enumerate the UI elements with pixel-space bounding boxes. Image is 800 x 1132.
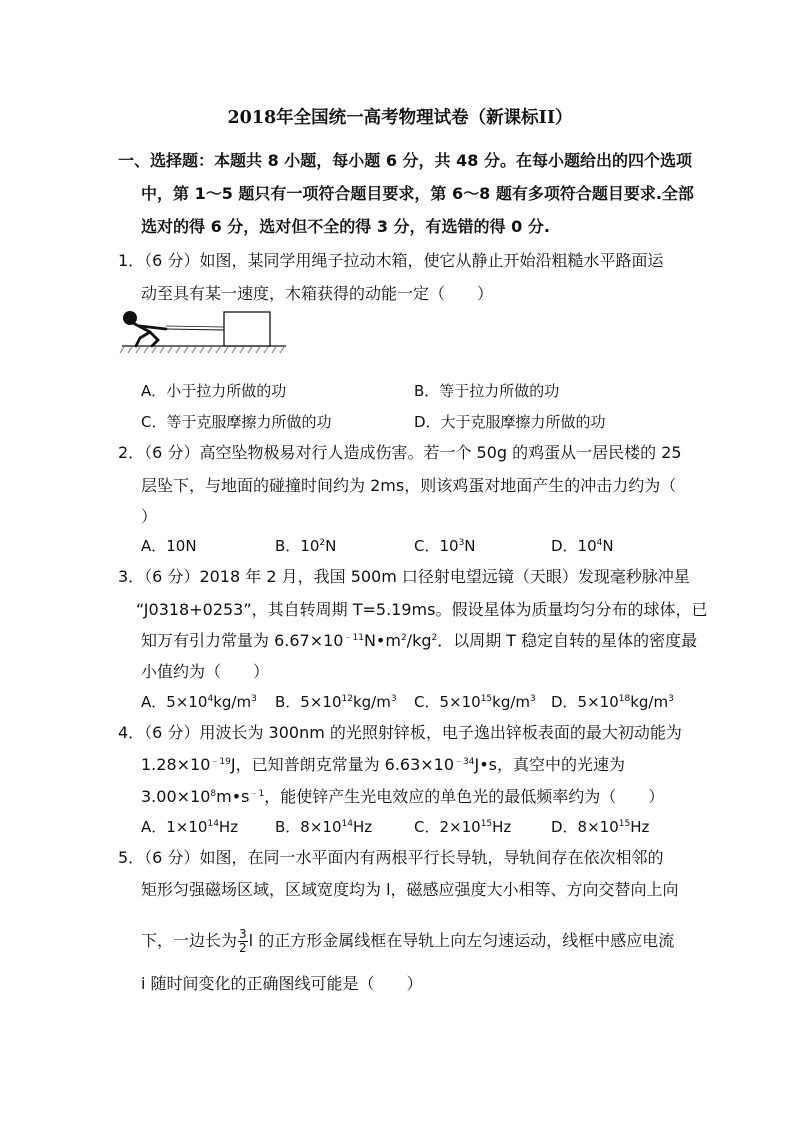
page-title: 2018年全国统一高考物理试卷（新课标II） [227, 108, 573, 128]
q3-option-a: A．$5\times 10^4kg/m^3$ [141, 693, 257, 711]
q4-option-c: C．$2\times 10^{15}Hz$ [414, 818, 512, 836]
q3-stem-line-4: 小值约为（ ） [141, 662, 270, 681]
q2-option-b: B．$10^2N$ [275, 537, 337, 555]
q1-option-a: A．小于拉力所做的功 [141, 382, 287, 400]
q2-option-d: D．$10^4N$ [551, 537, 614, 555]
section-intro-line-3: 选对的得 6 分，选对但不全的得 3 分，有选错的得 0 分. [141, 217, 550, 236]
q5-stem-line-2: 矩形匀强磁场区域，区域宽度均为 l，磁感应强度大小相等、方向交替向上向 [141, 880, 679, 899]
q1-option-d: D．大于克服摩擦力所做的功 [414, 413, 606, 431]
q2-stem-line-3: ） [141, 507, 158, 526]
q4-stem-line-1: 4．（6 分）用波长为 300nm 的光照射锌板，电子逸出锌板表面的最大初动能为 [118, 723, 682, 742]
q5-stem-line-1: 5．（6 分）如图，在同一水平面内有两根平行长导轨，导轨间存在依次相邻的 [118, 848, 664, 867]
q2-stem-line-1: 2．（6 分）高空坠物极易对行人造成伤害。若一个 50g 的鸡蛋从一居民楼的 25 [118, 443, 682, 462]
q5-stem-line-3: 下，一边长为 $\frac{3}{2}$ l 的正方形金属线框在导轨上向左匀速运动，线框中感应电流 [141, 927, 675, 955]
q2-option-a: A．10N [141, 537, 197, 555]
q3-option-d: D．$5\times 10^{18}kg/m^3$ [551, 693, 674, 711]
section-intro-line-2: 中，第 1～5 题只有一项符合题目要求，第 6～8 题有多项符合题目要求.全部 [141, 184, 694, 203]
q1-option-b: B．等于拉力所做的功 [414, 382, 560, 400]
q3-option-c: C．$5\times 10^{15}kg/m^3$ [414, 693, 536, 711]
q3-option-b: B．$5\times 10^{12}kg/m^3$ [275, 693, 397, 711]
section-intro-line-1: 一、选择题：本题共 8 小题，每小题 6 分，共 48 分。在每小题给出的四个选项 [118, 151, 692, 170]
q5-stem-line-4: i 随时间变化的正确图线可能是（ ） [141, 974, 423, 993]
q1-stem-line-2: 动至具有某一速度，木箱获得的动能一定（ ） [141, 284, 494, 303]
q3-stem-line-3: 知万有引力常量为 $6.67\times 10^{﹣11}N•m^2/kg^2$．以周期 T 稳定自转的星体的密度最 [141, 631, 698, 650]
q2-stem-line-2: 层坠下，与地面的碰撞时间约为 2ms，则该鸡蛋对地面产生的冲击力约为（ [141, 476, 677, 495]
q4-option-b: B．$8\times 10^{14}Hz$ [275, 818, 373, 836]
q2-option-c: C．$10^3N$ [414, 537, 476, 555]
q1-stem-line-1: 1．（6 分）如图，某同学用绳子拉动木箱，使它从静止开始沿粗糙水平路面运 [118, 251, 664, 270]
q4-option-d: D．$8\times 10^{15}Hz$ [551, 818, 650, 836]
q3-stem-line-1: 3．（6 分）2018 年 2 月，我国 500m 口径射电望远镜（天眼）发现毫秒脉冲星 [118, 567, 690, 586]
q4-stem-line-3: $3.00\times 10^8m•s^{﹣1}$，能使锌产生光电效应的单色光的最低频率约为（ ） [141, 787, 665, 806]
q1-figure-person-pulling-box [118, 306, 288, 356]
fraction-three-halves: $\frac{3}{2}$ [239, 927, 247, 955]
q3-stem-line-2: “J0318+0253”，其自转周期 T=5.19ms。假设星体为质量均匀分布的球体，已 [136, 600, 708, 619]
q4-stem-line-2: $1.28\times 10^{﹣19}J$，已知普朗克常量为 $6.63\times 10^{﹣34}J•s$，真空中的光速为 [141, 755, 625, 774]
q1-option-c: C．等于克服摩擦力所做的功 [141, 413, 332, 431]
q4-option-a: A．$1\times 10^{14}Hz$ [141, 818, 239, 836]
